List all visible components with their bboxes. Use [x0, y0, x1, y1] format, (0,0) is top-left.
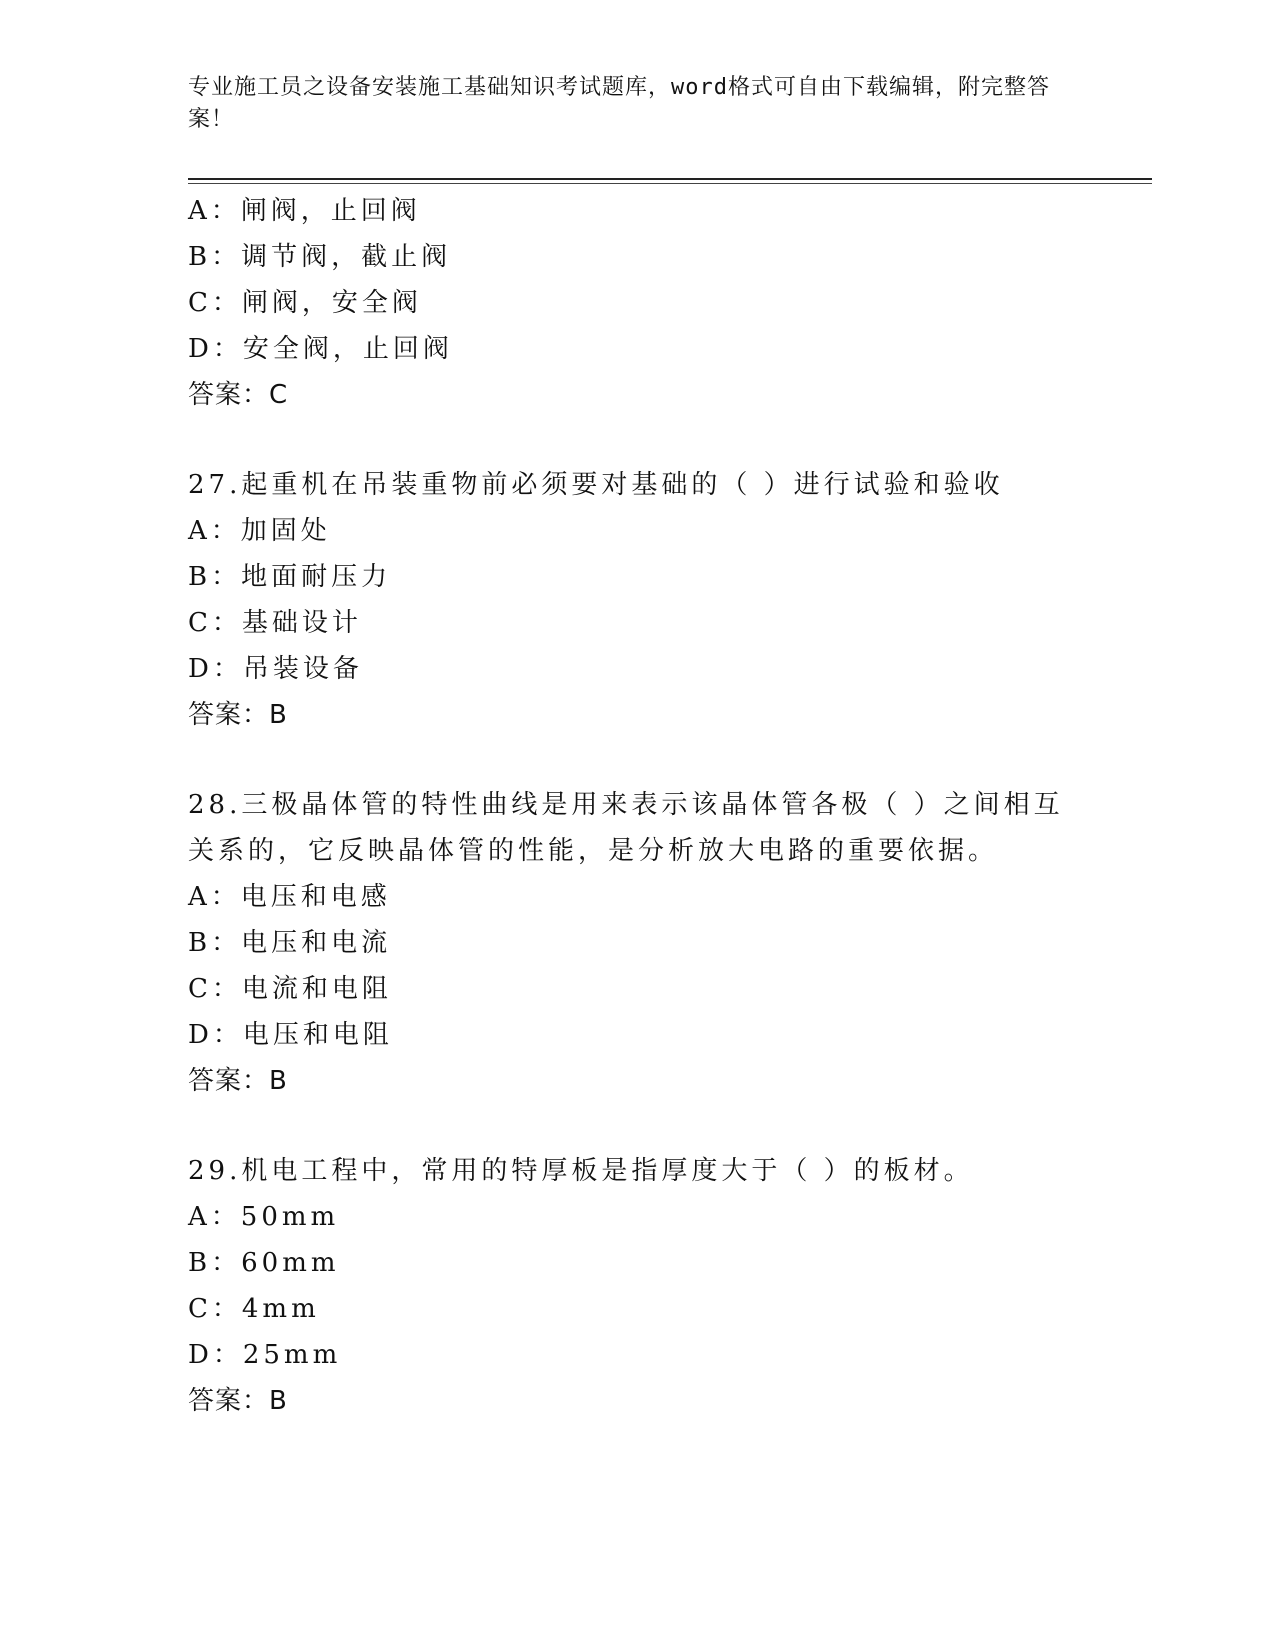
question-block	[188, 782, 1078, 1104]
option-b: B：调节阀，截止阀	[188, 242, 452, 272]
option-b: B：地面耐压力	[188, 562, 392, 592]
option-b: B：60mm	[188, 1248, 340, 1278]
option-c: C：4mm	[188, 1294, 320, 1324]
option-d: D：25mm	[188, 1340, 342, 1370]
answer-line: 答案：B	[188, 1066, 288, 1096]
answer-line: 答案：B	[188, 1386, 288, 1416]
answer-line: 答案：B	[188, 700, 288, 730]
question-block	[188, 1148, 1078, 1424]
question-stem: 28.三极晶体管的特性曲线是用来表示该晶体管各极（ ）之间相互关系的，它反映晶体管的性能，是分析放大电路的重要依据。	[188, 790, 1064, 866]
option-d: D：安全阀，止回阀	[188, 334, 453, 364]
document-header: 专业施工员之设备安装施工基础知识考试题库，word格式可自由下载编辑，附完整答案！	[188, 75, 1050, 132]
question-block	[188, 462, 1078, 738]
question-stem: 27.起重机在吊装重物前必须要对基础的（ ）进行试验和验收	[188, 470, 1004, 500]
option-c: C：电流和电阻	[188, 974, 392, 1004]
question-stem: 29.机电工程中，常用的特厚板是指厚度大于（ ）的板材。	[188, 1156, 974, 1186]
spacer	[188, 738, 1078, 782]
spacer	[188, 1104, 1078, 1148]
header-divider	[188, 178, 1152, 180]
option-d: D：吊装设备	[188, 654, 363, 684]
option-c: C：基础设计	[188, 608, 362, 638]
option-d: D：电压和电阻	[188, 1020, 393, 1050]
option-a: A：闸阀，止回阀	[188, 196, 421, 226]
option-b: B：电压和电流	[188, 928, 392, 958]
option-a: A：加固处	[188, 516, 331, 546]
spacer	[188, 418, 1078, 462]
header-divider-thin	[188, 183, 1152, 184]
answer-line: 答案：C	[188, 380, 289, 410]
option-a: A：50mm	[188, 1202, 340, 1232]
question-block	[188, 188, 1078, 418]
question-list	[188, 188, 1078, 1424]
option-c: C：闸阀，安全阀	[188, 288, 422, 318]
option-a: A：电压和电感	[188, 882, 391, 912]
